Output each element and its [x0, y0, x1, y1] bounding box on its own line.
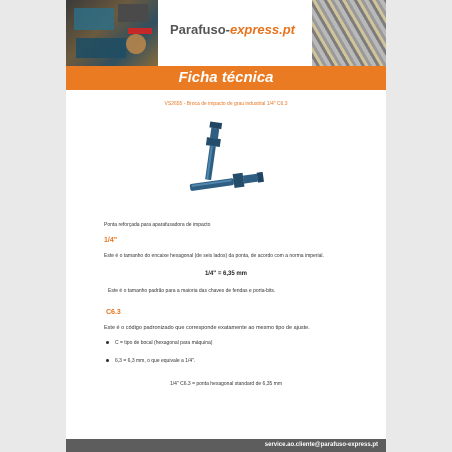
brand-main: Parafuso- — [170, 22, 230, 37]
document-page — [66, 0, 386, 452]
bullet-item — [106, 358, 195, 364]
section2-description: Este é o código padronizado que corresponde exatamente ao mesmo tipo de ajuste. — [104, 325, 310, 331]
screws-photo — [312, 0, 386, 66]
impact-bit-image — [184, 112, 274, 202]
header-banner — [66, 0, 386, 66]
product-subtitle: VS2655 - Broca de impacto de grau industrial 1/4" C6.3 — [164, 101, 288, 107]
section1-note: Este é o tamanho padrão para a maioria das chaves de fendas e porta-bits. — [108, 288, 276, 294]
section2-heading: C6.3 — [106, 309, 121, 316]
workshop-photo — [66, 0, 158, 66]
bullet-item — [106, 340, 212, 346]
section1-description: Este é o tamanho do encaixe hexagonal (de seis lados) da ponta, de acordo com a norma imperial. — [104, 253, 324, 259]
brand-accent: express.pt — [229, 22, 296, 37]
section2-summary: 1/4" C6.3 = ponta hexagonal standard de 6,35 mm — [170, 381, 282, 387]
bullet-text: C = tipo de bocal (hexagonal para máquina) — [115, 340, 213, 346]
section1-value: 1/4" = 6,35 mm — [204, 271, 248, 277]
brand-logo — [170, 22, 295, 37]
bullet-text: 6,3 = 6,3 mm, o que equivale a 1/4". — [115, 358, 196, 364]
footer-bar — [66, 439, 386, 452]
intro-text: Ponta reforçada para aparafusadora de impacto — [104, 222, 211, 228]
page-title: Ficha técnica — [178, 69, 274, 86]
footer-email[interactable]: service.ao.cliente@parafuso-express.pt — [264, 442, 378, 448]
bullet-dot-icon — [106, 341, 109, 344]
bullet-dot-icon — [106, 359, 109, 362]
title-bar — [66, 66, 386, 90]
section1-heading: 1/4" — [104, 237, 118, 244]
